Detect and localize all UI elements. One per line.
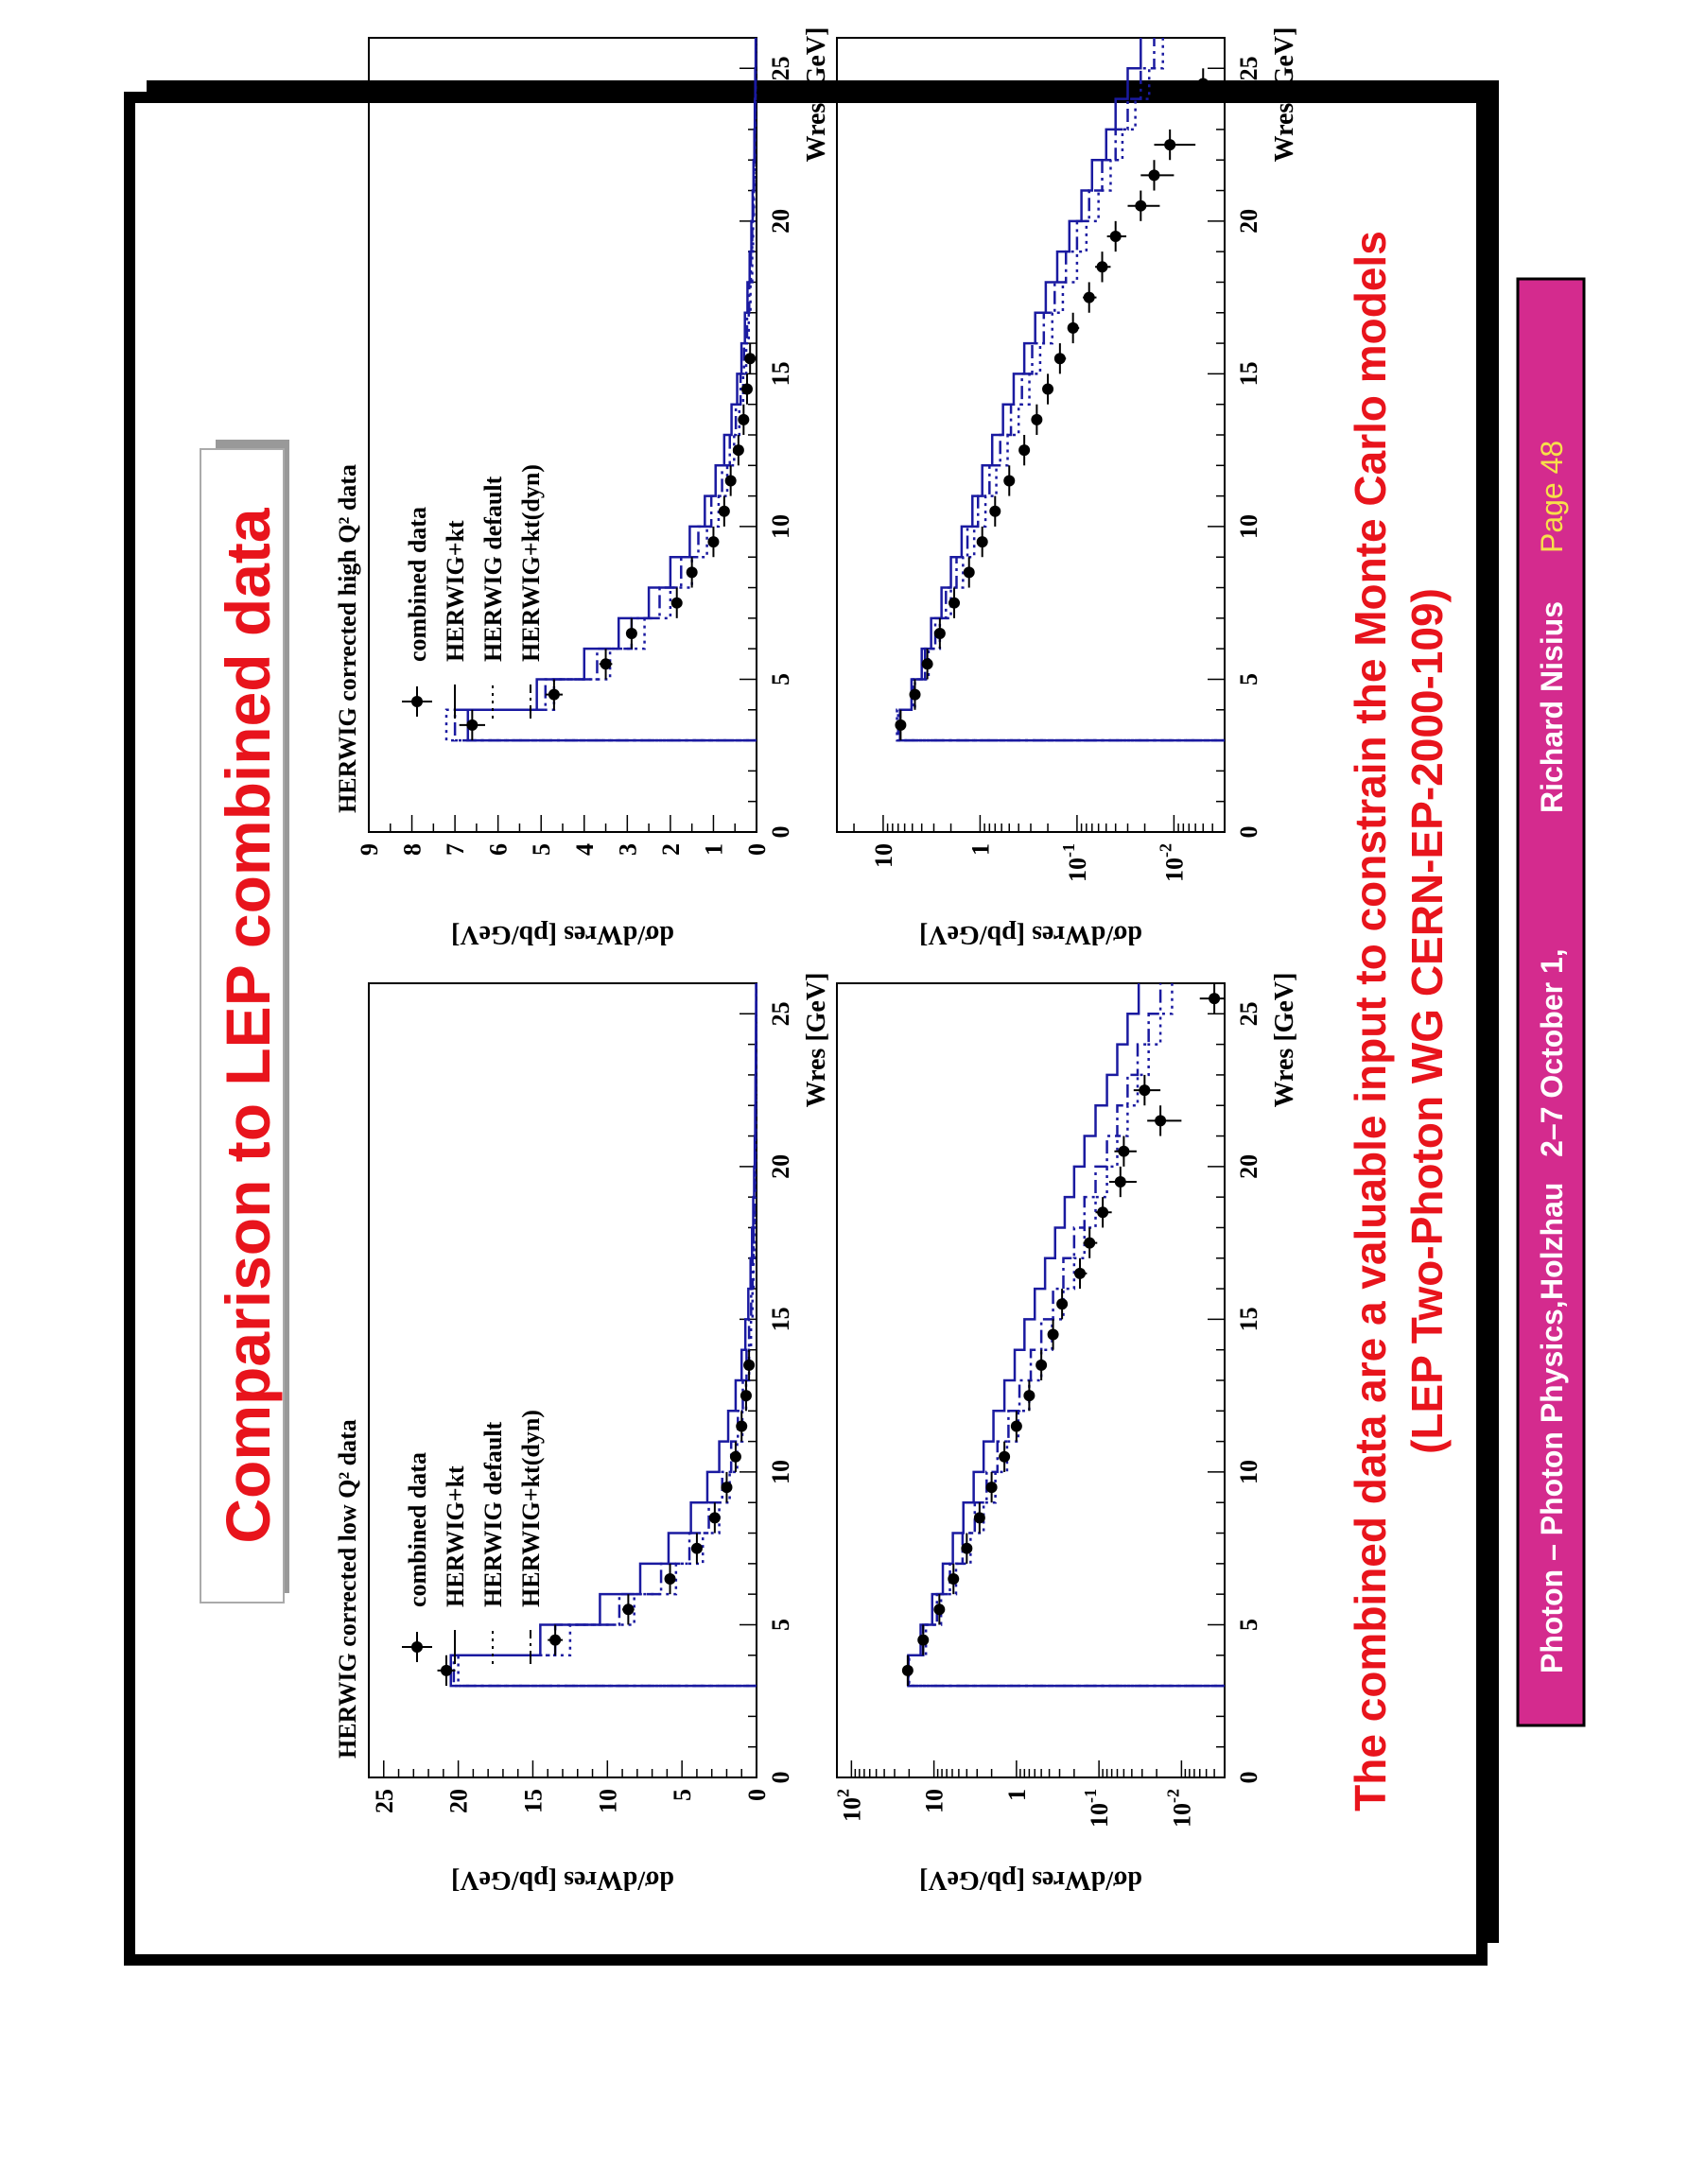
high-linear-data-point: [671, 598, 683, 609]
high-linear-x-axis-label: Wres [GeV]: [802, 26, 831, 163]
high-linear-data-point: [744, 353, 756, 364]
low-log-data-point: [1035, 1360, 1047, 1371]
low-log-data-point: [1115, 1176, 1126, 1187]
low-log-y-tick-label: $10^{-1}$: [1081, 1789, 1114, 1828]
high-log-data-point: [1068, 322, 1079, 334]
high-linear-legend-label: HERWIG+kt(dyn): [517, 464, 545, 662]
low-log-x-tick-label: 0: [1235, 1771, 1262, 1784]
high-log-x-tick-label: 10: [1235, 513, 1262, 539]
low-log-x-axis-label: Wres [GeV]: [1270, 972, 1299, 1108]
low-log-data-point: [902, 1665, 914, 1676]
high-linear-y-tick-label: 0: [743, 843, 771, 856]
high-log-data-point: [922, 658, 933, 669]
low-log-data-point: [974, 1512, 985, 1523]
footer-venue: Holzhau 2–7 October 1,: [1535, 948, 1569, 1300]
high-log-data-point: [1031, 414, 1042, 425]
low-log-data-point: [1056, 1298, 1068, 1309]
high-log-x-tick-label: 15: [1235, 361, 1262, 387]
slide-title: Comparison to LEP combined data: [213, 508, 283, 1544]
low-log-x-tick-label: 15: [1235, 1307, 1262, 1332]
low-linear-x-tick-label: 10: [767, 1459, 794, 1484]
low-log-x-tick-label: 5: [1235, 1618, 1262, 1631]
high-log-data-point: [1003, 475, 1015, 486]
high-linear-data-point: [626, 628, 637, 639]
high-log-data-point: [1018, 444, 1030, 456]
high-linear-x-tick-label: 20: [767, 208, 794, 234]
high-linear-data-point: [466, 719, 478, 731]
high-linear-y-tick-label: 5: [528, 843, 556, 856]
low-log-data-point: [1023, 1390, 1035, 1401]
low-linear-x-tick-label: 0: [767, 1771, 794, 1784]
low-linear-y-tick-label: 5: [669, 1789, 697, 1801]
low-log-data-point: [917, 1635, 929, 1646]
high-linear-data-point: [733, 444, 744, 456]
low-linear-x-tick-label: 5: [767, 1618, 794, 1631]
high-linear-y-tick-label: 2: [656, 843, 685, 856]
low-log-data-point: [1118, 1146, 1129, 1157]
low-linear-y-tick-label: 15: [519, 1789, 548, 1813]
high-linear-x-tick-label: 25: [767, 56, 794, 81]
low-log-data-point: [999, 1451, 1010, 1463]
low-log-data-point: [1209, 993, 1220, 1004]
low-linear-data-point: [691, 1543, 703, 1554]
low-log-data-point: [1084, 1238, 1095, 1249]
high-linear-legend-label: combined data: [404, 507, 431, 662]
high-linear-y-tick-label: 8: [398, 843, 426, 856]
high-linear-legend-label: HERWIG+kt: [442, 520, 469, 662]
high-linear-data-point: [741, 384, 753, 395]
high-linear-x-tick-label: 15: [767, 361, 794, 387]
high-linear-data-point: [707, 536, 719, 547]
low-linear-data-point: [549, 1635, 561, 1646]
footer-author: Richard Nisius: [1535, 600, 1569, 813]
low-linear-y-tick-label: 25: [370, 1789, 398, 1813]
low-log-data-point: [933, 1603, 945, 1615]
low-linear-data-point: [622, 1603, 634, 1615]
low-linear-data-point: [721, 1482, 732, 1493]
low-log-x-tick-label: 20: [1235, 1153, 1262, 1179]
high-log-x-tick-label: 0: [1235, 825, 1262, 839]
low-linear-y-axis-label: dσ/dWres [pb/GeV]: [451, 1865, 674, 1895]
high-linear-data-point: [600, 658, 612, 669]
low-linear-data-point: [743, 1360, 755, 1371]
footer-page: Page 48: [1535, 440, 1569, 553]
high-log-x-tick-label: 20: [1235, 208, 1262, 234]
high-log-y-tick-label: $10^{-1}$: [1058, 843, 1091, 882]
high-linear-legend-label: HERWIG default: [479, 476, 507, 662]
low-log-data-point: [1155, 1115, 1166, 1126]
high-linear-y-tick-label: 6: [484, 843, 513, 856]
low-log-data-point: [1074, 1268, 1086, 1279]
high-linear-data-point: [719, 506, 730, 517]
low-log-y-tick-label: 10: [920, 1789, 948, 1813]
low-linear-x-axis-label: Wres [GeV]: [802, 972, 831, 1108]
high-log-y-tick-label: $10^{-2}$: [1156, 843, 1189, 882]
low-linear-legend-label: HERWIG+kt(dyn): [517, 1410, 545, 1607]
high-log-data-point: [1097, 261, 1108, 272]
high-linear-panel-title: HERWIG corrected high Q² data: [334, 464, 361, 813]
high-log-data-point: [1135, 200, 1146, 212]
high-log-data-point: [1054, 353, 1066, 364]
low-linear-data-point: [736, 1420, 747, 1431]
low-log-data-point: [1048, 1329, 1059, 1341]
low-linear-data-point: [665, 1573, 676, 1585]
low-log-y-tick-label: $10^{-2}$: [1163, 1789, 1196, 1828]
conclusion-line-1: The combined data are a valuable input to constrain the Monte Carlo models: [1346, 231, 1395, 1811]
high-log-data-point: [910, 689, 921, 701]
high-log-data-point: [1084, 292, 1095, 303]
high-log-y-tick-label: 10: [869, 843, 897, 868]
low-linear-data-point: [709, 1512, 721, 1523]
low-linear-panel-title: HERWIG corrected low Q² data: [334, 1419, 361, 1759]
high-linear-data-point: [738, 414, 749, 425]
low-linear-y-tick-label: 10: [594, 1789, 622, 1813]
low-log-data-point: [1139, 1084, 1150, 1096]
low-log-y-tick-label: 1: [1002, 1789, 1031, 1801]
high-log-x-tick-label: 5: [1235, 672, 1262, 685]
low-linear-y-tick-label: 0: [743, 1789, 771, 1801]
high-linear-data-point: [548, 689, 560, 701]
low-linear-data-point: [441, 1665, 452, 1676]
low-linear-legend-label: HERWIG default: [479, 1421, 507, 1607]
high-linear-legend-marker: [411, 696, 423, 707]
low-linear-data-point: [740, 1390, 752, 1401]
high-linear-x-tick-label: 10: [767, 513, 794, 539]
low-linear-legend-marker: [411, 1641, 423, 1653]
low-linear-data-point: [730, 1451, 741, 1463]
high-log-data-point: [895, 719, 906, 731]
low-log-data-point: [1097, 1206, 1108, 1218]
low-log-data-point: [948, 1573, 959, 1585]
high-log-x-axis-label: Wres [GeV]: [1270, 26, 1299, 163]
low-linear-legend-label: HERWIG+kt: [442, 1465, 469, 1607]
low-log-data-point: [986, 1482, 998, 1493]
low-log-x-tick-label: 10: [1235, 1459, 1262, 1484]
high-log-data-point: [934, 628, 946, 639]
low-linear-y-tick-label: 20: [444, 1789, 473, 1813]
low-log-x-tick-label: 25: [1235, 1001, 1262, 1027]
low-log-y-tick-label: $10^2$: [833, 1789, 866, 1822]
high-linear-y-tick-label: 4: [570, 843, 599, 856]
high-linear-data-point: [725, 475, 737, 486]
high-log-data-point: [977, 536, 988, 547]
high-linear-y-tick-label: 3: [614, 843, 642, 856]
high-log-data-point: [964, 566, 975, 578]
low-linear-x-tick-label: 25: [767, 1001, 794, 1027]
high-linear-x-tick-label: 0: [767, 825, 794, 839]
high-log-data-point: [989, 506, 1001, 517]
high-linear-y-tick-label: 1: [700, 843, 728, 856]
high-log-data-point: [948, 598, 960, 609]
high-log-data-point: [1110, 231, 1122, 242]
high-linear-data-point: [687, 566, 698, 578]
footer-conference: Photon – Photon Physics,: [1535, 1300, 1569, 1673]
high-linear-y-tick-label: 9: [356, 843, 383, 856]
high-log-y-axis-label: dσ/dWres [pb/GeV]: [919, 920, 1142, 949]
high-linear-y-axis-label: dσ/dWres [pb/GeV]: [451, 920, 674, 949]
high-log-y-tick-label: 1: [966, 843, 995, 856]
conclusion-line-2: (LEP Two-Photon WG CERN-EP-2000-109): [1402, 588, 1452, 1454]
high-log-x-tick-label: 25: [1235, 56, 1262, 81]
high-linear-x-tick-label: 5: [767, 672, 794, 685]
high-log-data-point: [1164, 139, 1175, 150]
high-log-data-point: [1148, 169, 1159, 181]
low-linear-x-tick-label: 15: [767, 1307, 794, 1332]
high-linear-y-tick-label: 7: [442, 843, 470, 856]
high-log-data-point: [1197, 78, 1209, 89]
low-linear-legend-label: combined data: [404, 1452, 431, 1607]
low-log-data-point: [1011, 1420, 1022, 1431]
low-linear-x-tick-label: 20: [767, 1153, 794, 1179]
low-log-y-axis-label: dσ/dWres [pb/GeV]: [919, 1865, 1142, 1895]
high-log-data-point: [1042, 384, 1053, 395]
low-log-data-point: [961, 1543, 972, 1554]
